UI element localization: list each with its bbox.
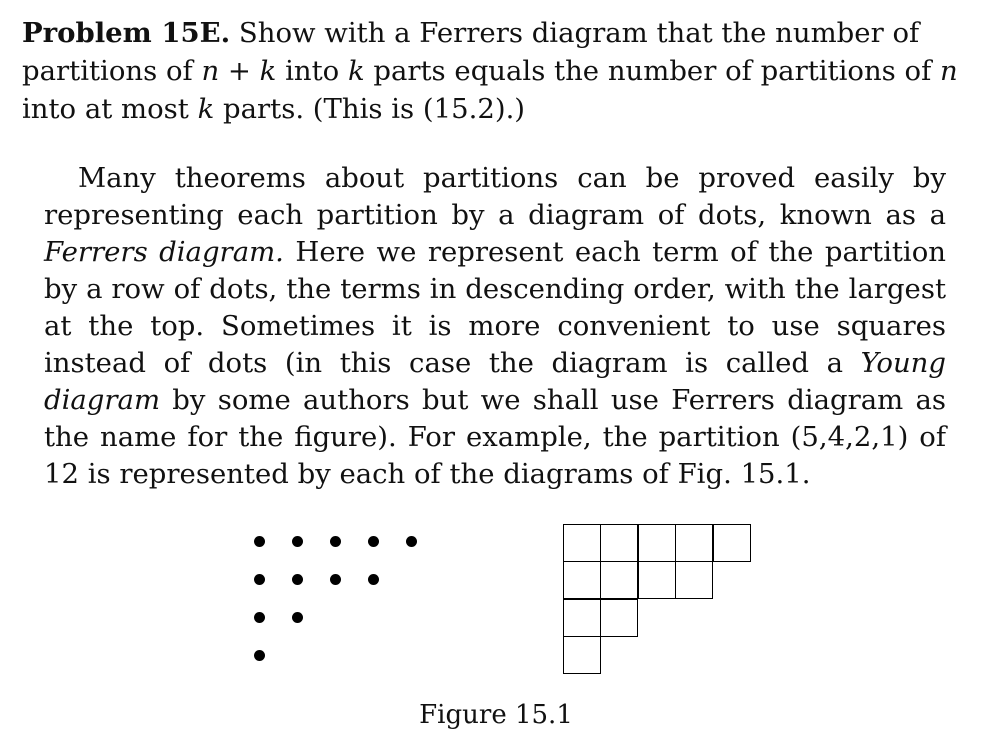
ferrers-dot xyxy=(292,612,303,623)
figure-15-1 xyxy=(0,515,992,695)
ferrers-dot xyxy=(292,574,303,585)
young-cell xyxy=(600,599,638,637)
young-diagram xyxy=(550,515,770,690)
para-text-3: by some authors but we shall use Ferrers diagram as the name for the figure). For example, the partition (5,4,2,1) of 12 is represented by each of the diagrams of Fig. 15.1. xyxy=(44,384,946,490)
ferrers-dot xyxy=(330,574,341,585)
ferrers-dot xyxy=(406,536,417,547)
young-cell xyxy=(713,524,751,562)
ferrers-diagram xyxy=(240,520,440,685)
ferrers-dot xyxy=(254,612,265,623)
problem-text-1: Show with a Ferrers diagram that the number of partitions of xyxy=(22,17,920,87)
problem-math-2: k xyxy=(347,55,365,87)
young-cell xyxy=(600,561,638,599)
body-paragraph xyxy=(44,160,946,493)
ferrers-dot xyxy=(254,650,265,661)
young-cell xyxy=(638,524,676,562)
problem-text-5: parts. (This is (15.2).) xyxy=(214,93,526,125)
ferrers-dot xyxy=(254,536,265,547)
young-cell xyxy=(563,599,601,637)
para-term-ferrers: Ferrers diagram. xyxy=(44,236,284,268)
young-cell xyxy=(563,561,601,599)
para-text-2: Here we represent each term of the partition by a row of dots, the terms in descending order, with the largest at the top. Sometimes it is more convenient to use squares instead of dots (in this case the diagram is called a xyxy=(44,236,946,379)
problem-math-1: n + k xyxy=(201,55,277,87)
problem-label: Problem 15E. xyxy=(22,17,231,49)
problem-text-4: into at most xyxy=(22,93,198,125)
ferrers-dot xyxy=(254,574,265,585)
ferrers-dot xyxy=(368,574,379,585)
ferrers-dot xyxy=(330,536,341,547)
young-cell xyxy=(563,524,601,562)
young-cell xyxy=(675,561,713,599)
ferrers-dot xyxy=(368,536,379,547)
young-cell xyxy=(675,524,713,562)
figure-caption: Figure 15.1 xyxy=(419,700,573,730)
problem-statement xyxy=(22,14,962,128)
ferrers-dot xyxy=(292,536,303,547)
para-term-young: Young diagram xyxy=(44,347,946,416)
young-cell xyxy=(638,561,676,599)
young-cell xyxy=(563,636,601,674)
para-text-1: Many theorems about partitions can be proved easily by representing each partition by a diagram of dots, known as a xyxy=(44,162,946,231)
problem-math-4: k xyxy=(197,93,215,125)
problem-math-3: n xyxy=(940,55,958,87)
young-cell xyxy=(600,524,638,562)
problem-text-3: parts equals the number of partitions of xyxy=(364,55,941,87)
problem-text-2: into xyxy=(276,55,348,87)
